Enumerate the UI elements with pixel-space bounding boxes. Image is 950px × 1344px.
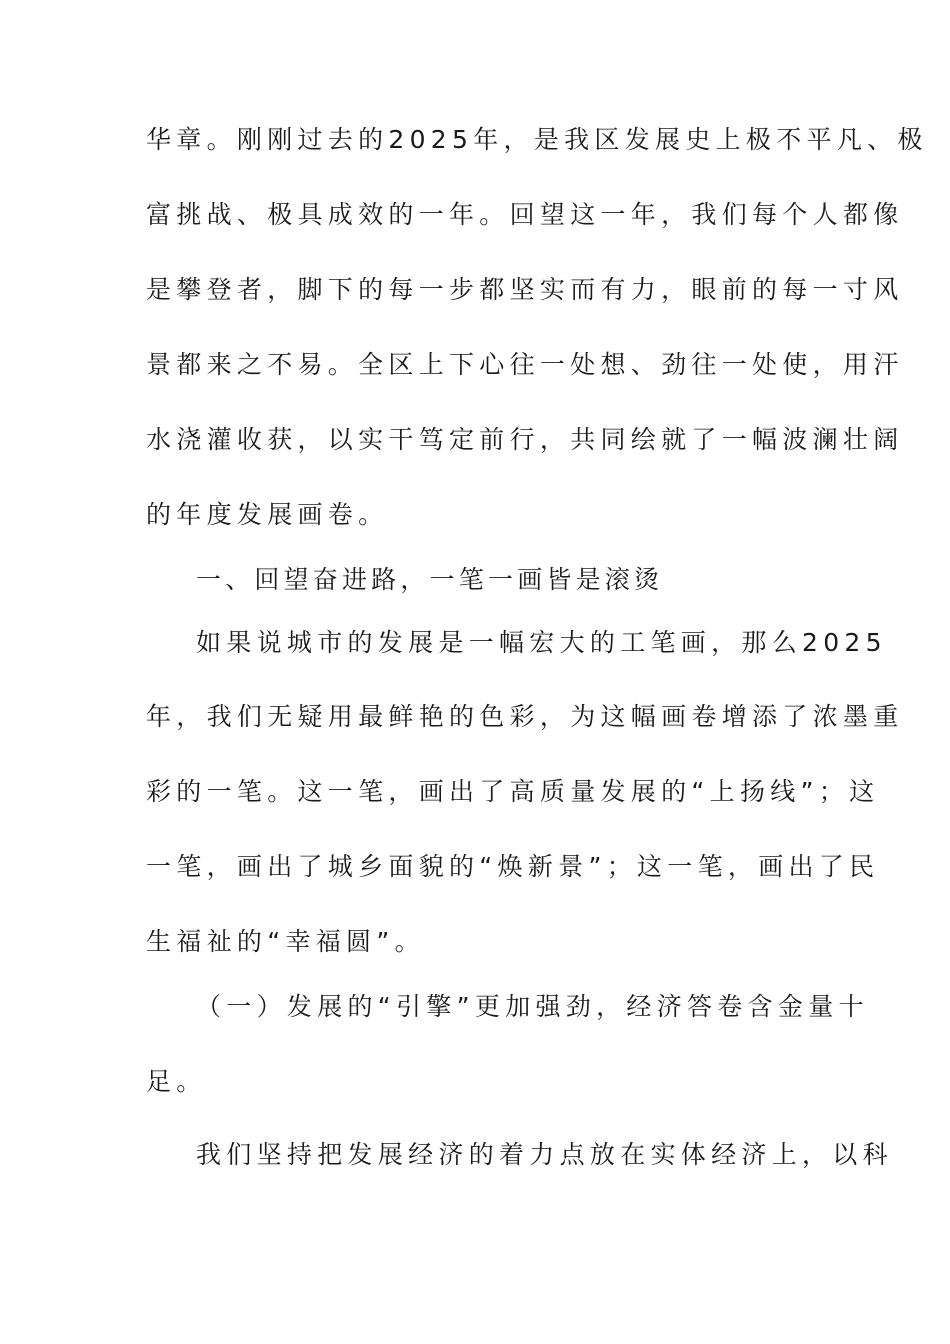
paragraph-line: 生福祉的“幸福圆”。 [146, 927, 425, 956]
paragraph-line: 足。 [146, 1067, 207, 1096]
paragraph-line: 如果说城市的发展是一幅宏大的工笔画，那么2025 [196, 628, 887, 657]
paragraph-line: 是攀登者，脚下的每一步都坚实而有力，眼前的每一寸风 [146, 275, 904, 304]
paragraph-line: 水浇灌收获，以实干笃定前行，共同绘就了一幅波澜壮阔 [146, 425, 904, 454]
paragraph-line: 华章。刚刚过去的2025年，是我区发展史上极不平凡、极 [146, 125, 928, 154]
subsection-heading: （一）发展的“引擎”更加强劲，经济答卷含金量十 [196, 992, 869, 1021]
paragraph-line: 我们坚持把发展经济的着力点放在实体经济上，以科 [196, 1140, 893, 1169]
paragraph-line: 富挑战、极具成效的一年。回望这一年，我们每个人都像 [146, 200, 904, 229]
paragraph-line: 的年度发展画卷。 [146, 500, 389, 529]
section-heading: 一、回望奋进路，一笔一画皆是滚烫 [196, 565, 664, 594]
paragraph-line: 景都来之不易。全区上下心往一处想、劲往一处使，用汗 [146, 350, 904, 379]
paragraph-line: 彩的一笔。这一笔，画出了高质量发展的“上扬线”；这 [146, 777, 880, 806]
paragraph-line: 年，我们无疑用最鲜艳的色彩，为这幅画卷增添了浓墨重 [146, 702, 904, 731]
paragraph-line: 一笔，画出了城乡面貌的“焕新景”；这一笔，画出了民 [146, 852, 880, 881]
